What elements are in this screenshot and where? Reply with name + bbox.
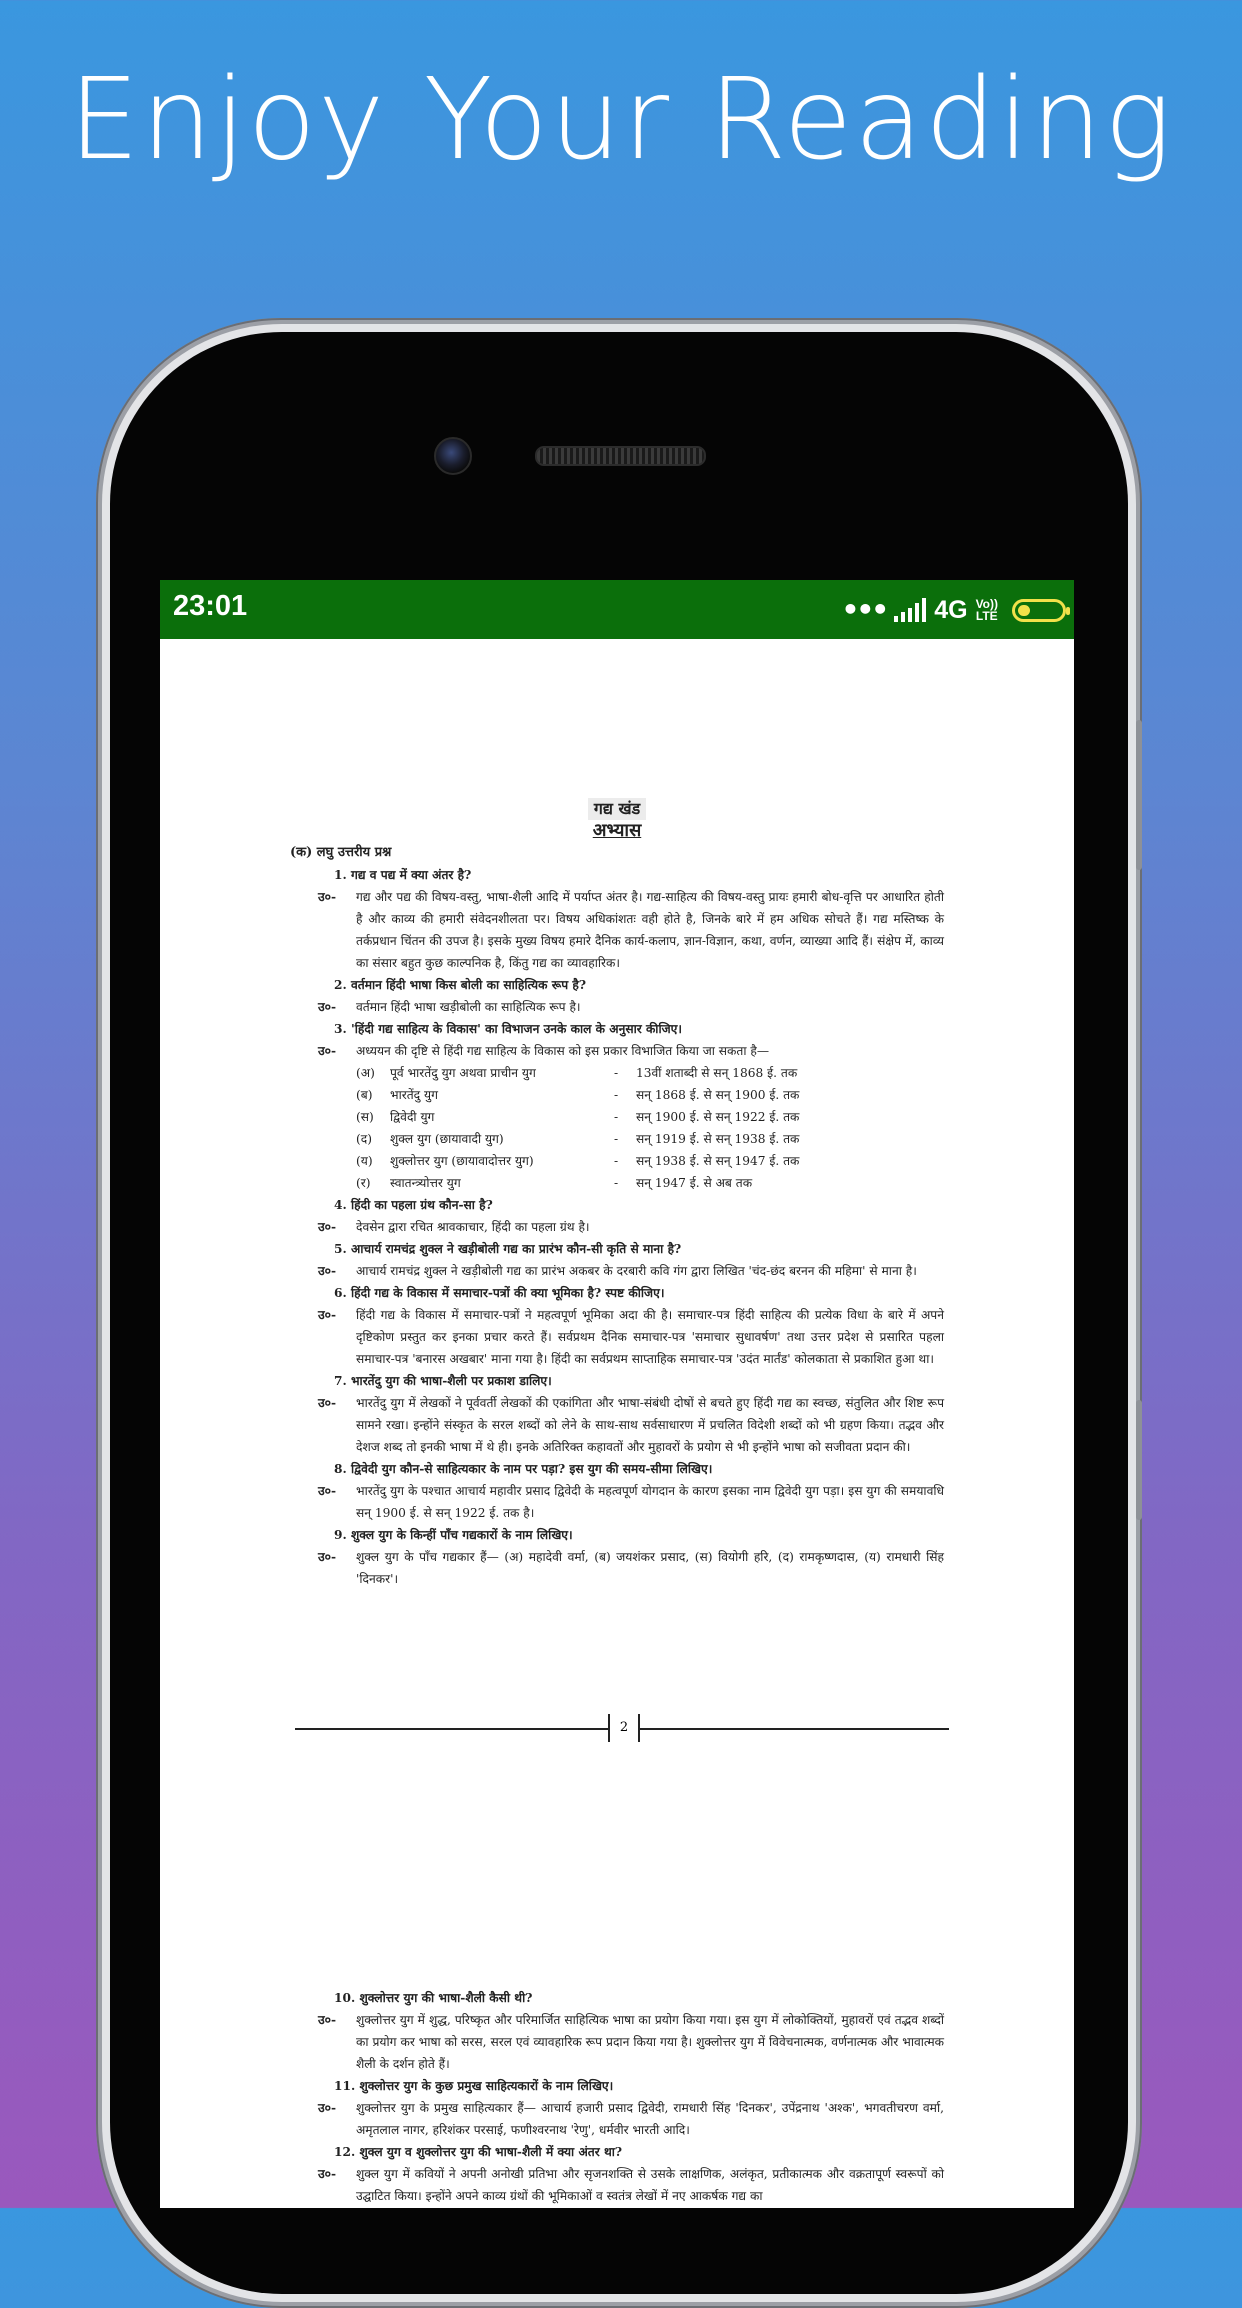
phone-side-button — [1136, 720, 1142, 870]
answer: उ०- हिंदी गद्य के विकास में समाचार-पत्रों ने महत्वपूर्ण भूमिका अदा की है। समाचार-पत्र हिंदी साहित्य की प्रत्येक विधा के बारे में अपने दृष्टिकोण प्रस्तुत कर इनका प्रचार करते हैं। सर्वप्रथम दैनिक समाचार-पत्र 'समाचार सुधावर्षण' तथा उत्तर प्रदेश से प्रसारित पहला समाचार-पत्र 'बनारस अखबार' माना गया है। हिंदी का सर्वप्रथम साप्ताहिक समाचार-पत्र 'उदंत मार्तंड' कोलकाता से प्रकाशित हुआ था। — [318, 1308, 944, 1366]
question: 1. गद्य व पद्य में क्या अंतर है? — [334, 868, 472, 882]
notification-dots-icon: ••• — [841, 593, 887, 626]
answer: उ०- शुक्ल युग में कवियों ने अपनी अनोखी प्रतिभा और सृजनशक्ति से उसके लाक्षणिक, अलंकृत, प्रतीकात्मक और वक्रतापूर्ण स्वरूपों को उद्घाटित किया। इन्होंने अपने काव्य ग्रंथों की भूमिकाओं व स्वतंत्र लेखों में नए आकर्षक गद्य का — [318, 2167, 944, 2203]
document-page — [290, 1987, 944, 2207]
answer: उ०- शुक्लोत्तर युग के प्रमुख साहित्यकार हैं— आचार्य हजारी प्रसाद द्विवेदी, रामधारी सिंह 'दिनकर', उपेंद्रनाथ 'अश्क', भगवतीचरण वर्मा, अमृतलाल नागर, हरिशंकर परसाई, फणीश्वरनाथ 'रेणु', धर्मवीर भारती आदि। — [318, 2101, 944, 2137]
question: 6. हिंदी गद्य के विकास में समाचार-पत्रों की क्या भूमिका है? स्पष्ट कीजिए। — [334, 1286, 665, 1300]
answer: उ०- भारतेंदु युग में लेखकों ने पूर्ववर्ती लेखकों की एकांगिता और भाषा-संबंधी दोषों से बचते हुए हिंदी गद्य का स्वच्छ, संतुलित और शिष्ट रूप सामने रखा। इन्होंने संस्कृत के सरल शब्दों को लेने के साथ-साथ सर्वसाधारण में प्रचलित विदेशी शब्दों को भी ग्रहण किया। तद्भव और देशज शब्द तो इनकी भाषा में थे ही। इनके अतिरिक्त कहावतों और मुहावरों के प्रयोग से भी इन्होंने भाषा को सजीवता प्रदान की। — [318, 1396, 944, 1454]
answer: उ०- वर्तमान हिंदी भाषा खड़ीबोली का साहित्यिक रूप है। — [318, 1000, 581, 1014]
battery-icon — [1012, 599, 1066, 622]
question: 9. शुक्ल युग के किन्हीं पाँच गद्यकारों के नाम लिखिए। — [334, 1528, 573, 1542]
era-row: (ब) भारतेंदु युग - सन् 1868 ई. से सन् 1900 ई. तक — [356, 1088, 800, 1102]
question: 11. शुक्लोत्तर युग के कुछ प्रमुख साहित्यकारों के नाम लिखिए। — [334, 2079, 614, 2093]
page-number: 2 — [608, 1714, 640, 1742]
signal-strength-icon — [894, 598, 926, 622]
question: 7. भारतेंदु युग की भाषा-शैली पर प्रकाश डालिए। — [334, 1374, 552, 1388]
era-row: (य) शुक्लोत्तर युग (छायावादोत्तर युग) - सन् 1938 ई. से सन् 1947 ई. तक — [356, 1154, 800, 1168]
answer: उ०- अध्ययन की दृष्टि से हिंदी गद्य साहित्य के विकास को इस प्रकार विभाजित किया जा सकता है— — [318, 1044, 770, 1058]
document-page — [290, 798, 944, 1590]
phone-screen — [160, 580, 1074, 2208]
promo-headline: Enjoy Your Reading — [68, 55, 1174, 185]
era-row: (र) स्वातन्त्र्योत्तर युग - सन् 1947 ई. से अब तक — [356, 1176, 753, 1190]
phone-side-button — [1136, 1400, 1142, 1520]
network-type: 4G — [934, 595, 968, 624]
part-heading: (क) लघु उत्तरीय प्रश्न — [290, 845, 392, 860]
answer: उ०- आचार्य रामचंद्र शुक्ल ने खड़ीबोली गद्य का प्रारंभ अकबर के दरबारी कवि गंग द्वारा लिखित 'चंद-छंद बरनन की महिमा' से माना है। — [318, 1264, 917, 1278]
answer: उ०- भारतेंदु युग के पश्चात आचार्य महावीर प्रसाद द्विवेदी के महत्वपूर्ण योगदान के कारण इसका नाम द्विवेदी युग पड़ा। इस युग की समयावधि सन् 1900 ई. से सन् 1922 ई. तक है। — [318, 1484, 944, 1520]
answer: उ०- शुक्ल युग के पाँच गद्यकार हैं— (अ) महादेवी वर्मा, (ब) जयशंकर प्रसाद, (स) वियोगी हरि, (द) रामकृष्णदास, (य) रामधारी सिंह 'दिनकर'। — [318, 1550, 944, 1586]
era-row: (द) शुक्ल युग (छायावादी युग) - सन् 1919 ई. से सन् 1938 ई. तक — [356, 1132, 800, 1146]
answer: उ०- शुक्लोत्तर युग में शुद्ध, परिष्कृत और परिमार्जित साहित्यिक भाषा का प्रयोग किया गया। इस युग में लोकोक्तियों, मुहावरों एवं तद्भव शब्दों का प्रयोग कर भाषा को सरस, सरल एवं व्यावहारिक रूप प्रदान किया गया है। शुक्लोत्तर युग में विवेचनात्मक, वर्णनात्मक और भावात्मक शैली के दर्शन होते हैं। — [318, 2013, 944, 2071]
question: 4. हिंदी का पहला ग्रंथ कौन-सा है? — [334, 1198, 493, 1212]
question: 8. द्विवेदी युग कौन-से साहित्यकार के नाम पर पड़ा? इस युग की समय-सीमा लिखिए। — [334, 1462, 713, 1476]
question: 10. शुक्लोत्तर युग की भाषा-शैली कैसी थी? — [334, 1991, 533, 2005]
volte-icon: Vo)) LTE — [975, 597, 998, 623]
question: 2. वर्तमान हिंदी भाषा किस बोली का साहित्यिक रूप है? — [334, 978, 586, 992]
earpiece-speaker — [535, 446, 706, 466]
answer: उ०- गद्य और पद्य की विषय-वस्तु, भाषा-शैली आदि में पर्याप्त अंतर है। गद्य-साहित्य की विषय-वस्तु प्रायः हमारी बोध-वृत्ति पर आधारित होती है और काव्य की हमारी संवेदनशीलता पर। विषय अधिकांशतः वही होते है, जिनके बारे में हम अधिक सोचते हैं। गद्य मस्तिष्क के तर्कप्रधान चिंतन की उपज है। इसके मुख्य विषय हमारे दैनिक कार्य-कलाप, ज्ञान-विज्ञान, कथा, वर्णन, व्याख्या आदि हैं। संक्षेप में, काव्य का संसार बहुत कुछ काल्पनिक है, किंतु गद्य का व्यावहारिक। — [318, 890, 944, 970]
page-footer — [295, 1710, 949, 1746]
section-subtitle: अभ्यास — [592, 820, 642, 841]
answer: उ०- देवसेन द्वारा रचित श्रावकाचार, हिंदी का पहला ग्रंथ है। — [318, 1220, 590, 1234]
status-bar — [160, 580, 1074, 639]
status-time: 23:01 — [173, 590, 248, 622]
era-row: (स) द्विवेदी युग - सन् 1900 ई. से सन् 1922 ई. तक — [356, 1110, 800, 1124]
section-title: गद्य खंड — [588, 798, 646, 820]
question: 3. 'हिंदी गद्य साहित्य के विकास' का विभाजन उनके काल के अनुसार कीजिए। — [334, 1022, 683, 1036]
question: 12. शुक्ल युग व शुक्लोत्तर युग की भाषा-शैली में क्या अंतर था? — [334, 2145, 623, 2159]
era-row: (अ) पूर्व भारतेंदु युग अथवा प्राचीन युग - 13वीं शताब्दी से सन् 1868 ई. तक — [356, 1066, 798, 1080]
front-camera — [434, 437, 472, 475]
question: 5. आचार्य रामचंद्र शुक्ल ने खड़ीबोली गद्य का प्रारंभ कौन-सी कृति से माना है? — [334, 1242, 682, 1256]
